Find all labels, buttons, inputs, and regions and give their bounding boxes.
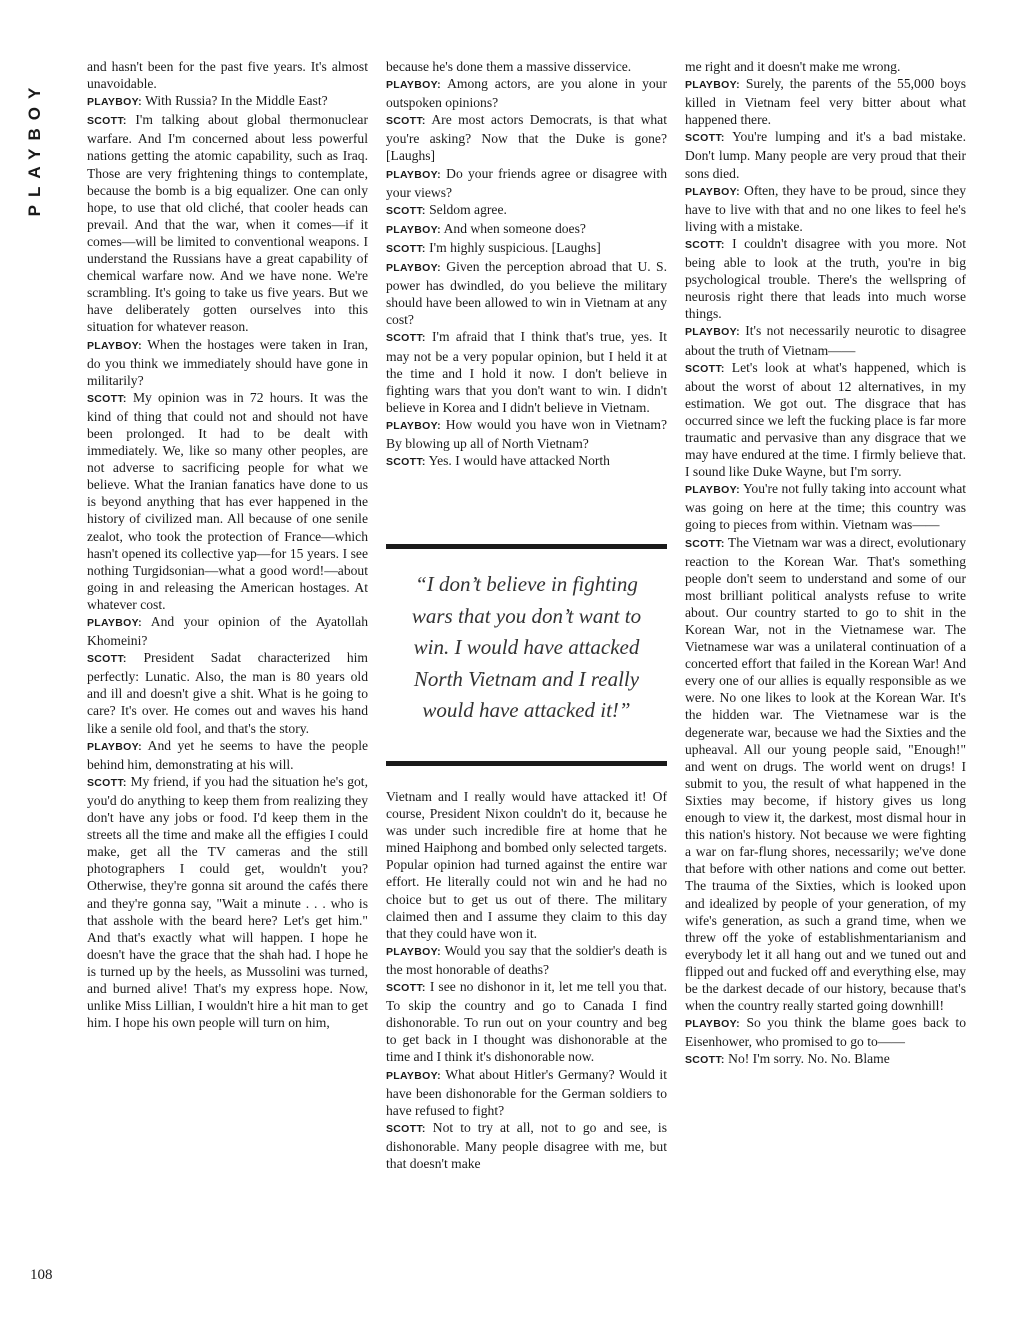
paragraph-text: And yet he seems to have the people behind him, demonstrating at his will. xyxy=(87,737,368,772)
page-number: 108 xyxy=(30,1267,53,1283)
speaker-label: PLAYBOY: xyxy=(685,1018,740,1031)
interview-paragraph xyxy=(685,322,966,358)
interview-paragraph xyxy=(87,773,368,1031)
paragraph-text: What about Hitler's Germany? Would it have been dishonorable for the German soldiers to have refused to fight? xyxy=(386,1066,667,1118)
speaker-label: SCOTT: xyxy=(685,238,725,251)
paragraph-text: Among actors, are you alone in your outspoken opinions? xyxy=(386,76,667,111)
speaker-label: SCOTT: xyxy=(386,242,426,255)
speaker-label: PLAYBOY: xyxy=(386,223,441,236)
speaker-label: PLAYBOY: xyxy=(87,740,142,753)
text-column-3 xyxy=(685,58,966,1069)
interview-paragraph xyxy=(685,235,966,322)
paragraph-text: Yes. I would have attacked North xyxy=(428,453,610,469)
paragraph-text: Let's look at what's happened, which is about the worst of about 12 alternatives, in my estimation. We got out. The disgrace that has occurred since we left the fucking place is far more traumatic and pervasive than any disgrace that we may have endured at the time. I firmly believe that. I sound like Duke Wayne, but I'm sorry. xyxy=(685,359,966,480)
interview-paragraph xyxy=(386,788,667,942)
magazine-masthead xyxy=(20,58,50,238)
paragraph-text: It's not necessarily neurotic to disagree about the truth of Vietnam—— xyxy=(685,323,966,358)
interview-paragraph xyxy=(685,128,966,181)
paragraph-text: You're lumping and it's a bad mistake. Don't lump. Many people are very proud that their sons died. xyxy=(685,129,966,181)
speaker-label: SCOTT: xyxy=(386,204,426,217)
speaker-label: SCOTT: xyxy=(685,537,725,550)
interview-paragraph xyxy=(386,942,667,978)
speaker-label: SCOTT: xyxy=(685,1054,725,1067)
interview-paragraph xyxy=(386,239,667,258)
interview-paragraph xyxy=(386,978,667,1065)
speaker-label: SCOTT: xyxy=(87,392,127,405)
interview-paragraph xyxy=(87,336,368,389)
interview-paragraph xyxy=(685,75,966,128)
speaker-label: PLAYBOY: xyxy=(685,484,740,497)
interview-paragraph xyxy=(386,416,667,452)
paragraph-text: And your opinion of the Ayatollah Khomeini? xyxy=(87,614,368,649)
interview-paragraph xyxy=(386,1119,667,1172)
speaker-label: PLAYBOY: xyxy=(87,339,142,352)
speaker-label: PLAYBOY: xyxy=(386,262,441,275)
paragraph-text: I see no dishonor in it, let me tell you that. To skip the country and go to Canada I find dishonorable. To run out on your country and beg to get back in I thought was dishonorable at the time and I think it's dishonorable now. xyxy=(386,979,667,1065)
interview-paragraph xyxy=(386,75,667,111)
interview-paragraph xyxy=(685,534,966,1015)
interview-paragraph xyxy=(386,328,667,415)
speaker-label: PLAYBOY: xyxy=(386,79,441,92)
speaker-label: PLAYBOY: xyxy=(386,168,441,181)
speaker-label: SCOTT: xyxy=(685,362,725,375)
speaker-label: PLAYBOY: xyxy=(386,1069,441,1082)
paragraph-text: Not to try at all, not to go and see, is dishonorable. Many people disagree with me, but that doesn't make xyxy=(386,1119,667,1171)
interview-paragraph xyxy=(685,182,966,235)
speaker-label: SCOTT: xyxy=(386,982,426,995)
interview-paragraph xyxy=(386,165,667,201)
paragraph-text: When the hostages were taken in Iran, do you think we immediately should have gone in militarily? xyxy=(87,336,368,388)
interview-paragraph xyxy=(386,111,667,164)
text-column-2-top xyxy=(386,58,667,471)
pull-quote-text: “I don’t believe in fighting wars that you don’t want to win. I would have attacked North Vietnam and I really would have attacked it!” xyxy=(411,572,642,722)
paragraph-text: How would you have won in Vietnam? By blowing up all of North Vietnam? xyxy=(386,416,667,451)
speaker-label: SCOTT: xyxy=(87,115,127,128)
paragraph-text: me right and it doesn't make me wrong. xyxy=(685,59,901,74)
paragraph-text: The Vietnam war was a direct, evolutionary reaction to the Korean War. That's something people don't seem to understand and some of our most brilliant political analysts refuse to write about. Our country started to go to shit in the Korean War, not in the Vietnamese war. The Vietnamese war was a unilateral continuation of a concerted effort that failed in the Korean War! And every one of our allies is equally responsible as we were. No one likes to look at the Korean War. It's the hidden war. The Vietnamese war is the degenerate war, because we had the Sixties and the upheaval. All our young people said, "Enough!" and went on drugs. The world went on drugs! I submit to you, the result of what happened in the Sixties may become, if history gives us long enough to view it, the darkest, most dismal hour in this nation's history. Not because we were fighting a war on far-flung shores, necessarily; we've done that before with other nations and come out better. The trauma of the Sixties, which is looked upon and idealized by people of your generation, of my wife's generation, as such a grand time, when we threw off the yoke of establishmentarianism and everybody let it all hang out and we tuned out and flipped out and fucked off and everything else, may be the darkest decade of our history, because that's when the country really started going downhill! xyxy=(685,534,967,1014)
paragraph-text: President Sadat characterized him perfectly: Lunatic. Also, the man is 80 years old and ill and doesn't give a shit. What is he going to care? It's over. He comes out and waves his hand like a senile old fool, and that's the story. xyxy=(87,650,368,736)
interview-paragraph xyxy=(386,220,667,239)
speaker-label: PLAYBOY: xyxy=(87,617,142,629)
text-column-1 xyxy=(87,58,368,1031)
paragraph-text: I'm talking about global thermonuclear warfare. And I'm concerned about less powerful nations getting the atomic capability, such as Iraq. Those are very frightening things to contemplate, because the bomb is a big equalizer. One can only hope, to use that old cliché, that cooler heads can prevail. And that the war, when it comes—if it comes—will be limited to conventional weapons. I understand the Russians have a great capability of chemical warfare now. And we have none. We're scrambling. It's going to take us five years. But we have deliberately gotten ourselves into this situation for whatever reason. xyxy=(87,112,368,335)
paragraph-text: Do your friends agree or disagree with your views? xyxy=(386,165,667,200)
speaker-label: PLAYBOY: xyxy=(685,185,740,198)
interview-paragraph xyxy=(685,1014,966,1050)
interview-paragraph xyxy=(87,111,368,335)
speaker-label: SCOTT: xyxy=(386,332,426,345)
interview-paragraph xyxy=(685,359,966,481)
paragraph-text: I'm highly suspicious. [Laughs] xyxy=(429,239,601,255)
paragraph-text: No! I'm sorry. No. No. Blame xyxy=(728,1051,890,1067)
paragraph-text: Seldom agree. xyxy=(429,201,507,217)
interview-paragraph xyxy=(87,649,368,736)
speaker-label: PLAYBOY: xyxy=(386,419,441,432)
paragraph-text: Given the perception abroad that U. S. power has dwindled, do you believe the military should have been allowed to win in Vietnam at any cost? xyxy=(386,259,667,328)
interview-paragraph xyxy=(685,1050,966,1069)
speaker-label: SCOTT: xyxy=(87,653,127,666)
paragraph-text: Vietnam and I really would have attacked it! Of course, President Nixon couldn't do it, because he was under such incredible fire at home that he mined Haiphong and bombed only selected targets. Popular opinion had turned against the entire war effort. He literally could not win and he had no choice but to get us out of there. The military claimed then and I assume they claim to this day that they could have won it. xyxy=(386,789,667,941)
paragraph-text: My friend, if you had the situation he's got, you'd do anything to keep them from realizing they don't have any jobs or food. I'd keep them in the streets all the time and make all the effigies I could make, get all the TV cameras and the still photographers I could get, wouldn't you? Otherwise, they're gonna sit around the cafés there and they're gonna say, "Wait a minute . . . who is that asshole with the beard here? Let's get him." And that's exactly what will happen. I hope he doesn't have the grace that the shah had. I hope he is turned up by the heels, as Mussolini was turned, and burned alive! That's my express hope. Now, unlike Miss Lillian, I wouldn't hire a hit man to get him. I hope his own people will turn on him, xyxy=(87,773,368,1031)
speaker-label: SCOTT: xyxy=(87,776,127,789)
speaker-label: SCOTT: xyxy=(386,456,426,469)
speaker-label: SCOTT: xyxy=(386,115,426,128)
speaker-label: SCOTT: xyxy=(685,132,725,145)
paragraph-text: and hasn't been for the past five years. It's almost unavoidable. xyxy=(87,59,368,92)
interview-paragraph xyxy=(386,58,667,75)
pull-quote xyxy=(386,544,667,766)
paragraph-text: Often, they have to be proud, since they have to live with that and no one likes to feel he's living with a mistake. xyxy=(685,182,966,234)
speaker-label: PLAYBOY: xyxy=(685,79,740,92)
interview-paragraph xyxy=(685,58,966,75)
interview-paragraph xyxy=(87,58,368,92)
speaker-label: PLAYBOY: xyxy=(685,326,740,339)
speaker-label: PLAYBOY: xyxy=(386,945,441,958)
paragraph-text: Surely, the parents of the 55,000 boys killed in Vietnam feel very bitter about what happened there. xyxy=(685,76,966,128)
interview-paragraph xyxy=(87,92,368,111)
paragraph-text: Would you say that the soldier's death is the most honorable of deaths? xyxy=(386,942,667,977)
paragraph-text: You're not fully taking into account what was going on here at the time; this country was going to pieces from within. Vietnam was—— xyxy=(685,481,967,533)
speaker-label: PLAYBOY: xyxy=(87,96,142,109)
magazine-name: PLAYBOY xyxy=(25,79,44,217)
interview-paragraph xyxy=(87,737,368,773)
paragraph-text: And when someone does? xyxy=(443,220,586,236)
interview-paragraph xyxy=(685,480,966,533)
paragraph-text: Are most actors Democrats, is that what you're asking? Now that the Duke is gone? [Laughs] xyxy=(386,112,667,164)
interview-paragraph xyxy=(386,201,667,220)
paragraph-text: I'm afraid that I think that's true, yes. It may not be a very popular opinion, but I held it at the time and I hold it now. I don't believe in fighting wars that you don't want to win. I didn't believe in Korea and I didn't believe in Vietnam. xyxy=(386,329,668,415)
paragraph-text: My opinion was in 72 hours. It was the kind of thing that could not and should not have been prolonged. It had to be dealt with immediately. We, like so many other peoples, are not adverse to sacrificing people for what we believe. What the Iranian fanatics have done to us is beyond anything that has ever happened in the history of civilized man. All because of one senile zealot, who took the protection of France—which hasn't opened its collective yap—for 15 years. I see nothing Turgidsonian—what a good word!—about going in and releasing the American hostages. At whatever cost. xyxy=(87,389,368,612)
interview-paragraph xyxy=(386,1066,667,1119)
speaker-label: SCOTT: xyxy=(386,1122,426,1135)
paragraph-text: With Russia? In the Middle East? xyxy=(145,93,328,109)
interview-paragraph xyxy=(386,452,667,471)
interview-paragraph xyxy=(87,613,368,649)
paragraph-text: I couldn't disagree with you more. Not being able to look at the truth, you're in big psychological trouble. There's the wellspring of neurosis right there that leads into much worse things. xyxy=(685,235,966,322)
paragraph-text: So you think the blame goes back to Eisenhower, who promised to go to—— xyxy=(685,1015,966,1050)
text-column-2-bottom xyxy=(386,788,667,1172)
paragraph-text: because he's done them a massive disservice. xyxy=(386,59,632,74)
interview-paragraph xyxy=(386,258,667,328)
interview-paragraph xyxy=(87,389,368,613)
